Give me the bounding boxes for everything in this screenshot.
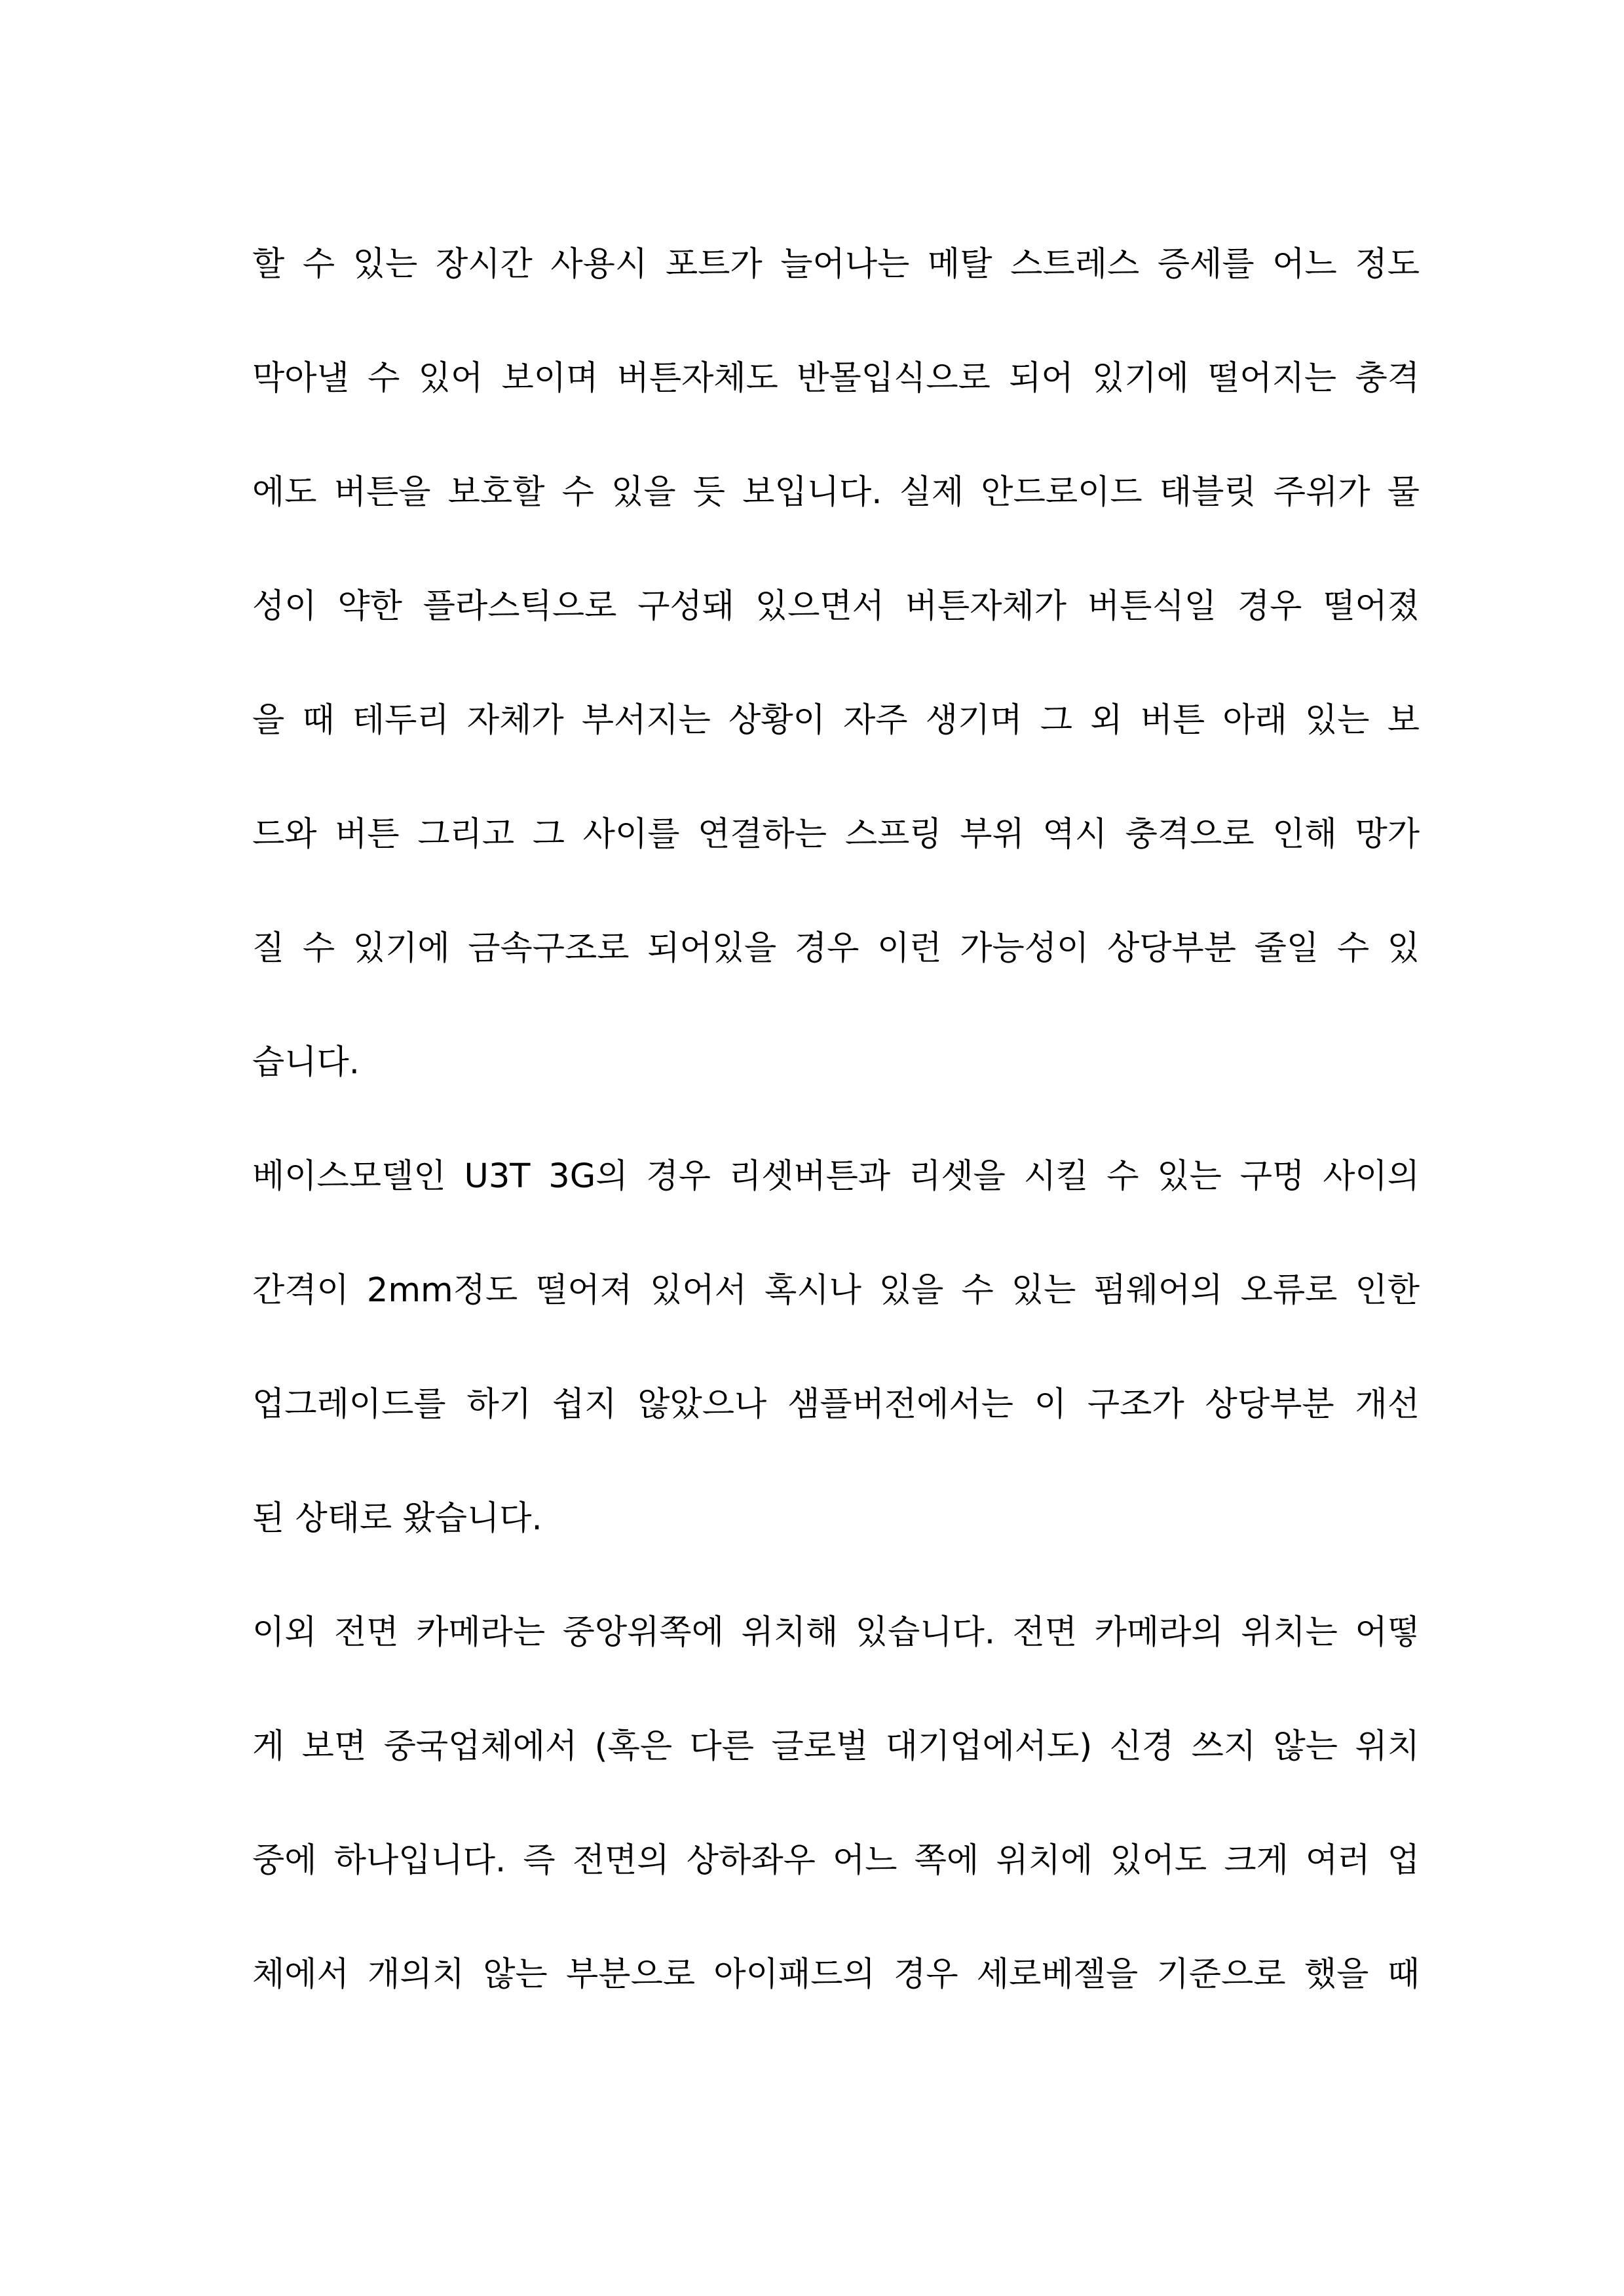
- text-line: 막아낼 수 있어 보이며 버튼자체도 반몰입식으로 되어 있기에 떨어지는 충격: [252, 359, 1420, 398]
- text-line: 체에서 개의치 않는 부분으로 아이패드의 경우 세로베젤을 기준으로 했을 때: [252, 1955, 1420, 1994]
- text-line: 중에 하나입니다. 즉 전면의 상하좌우 어느 쪽에 위치에 있어도 크게 여러 업: [252, 1841, 1420, 1880]
- text-line: 된 상태로 왔습니다.: [252, 1499, 542, 1538]
- text-line: 이외 전면 카메라는 중앙위쪽에 위치해 있습니다. 전면 카메라의 위치는 어떻: [252, 1613, 1420, 1652]
- text-line: 습니다.: [252, 1043, 360, 1082]
- text-line: 베이스모델인 U3T 3G의 경우 리셋버튼과 리셋을 시킬 수 있는 구멍 사이의: [252, 1157, 1420, 1196]
- text-line: 업그레이드를 하기 쉽지 않았으나 샘플버전에서는 이 구조가 상당부분 개선: [252, 1385, 1420, 1424]
- body-text: [252, 241, 1420, 2065]
- text-line: 을 때 테두리 자체가 부서지는 상황이 자주 생기며 그 외 버튼 아래 있는 보: [252, 701, 1420, 740]
- text-line: 할 수 있는 장시간 사용시 포트가 늘어나는 메탈 스트레스 증세를 어느 정도: [252, 245, 1420, 284]
- text-line: 간격이 2mm정도 떨어져 있어서 혹시나 있을 수 있는 펌웨어의 오류로 인한: [252, 1271, 1420, 1310]
- text-line: 에도 버튼을 보호할 수 있을 듯 보입니다. 실제 안드로이드 태블릿 주위가 물: [252, 473, 1420, 512]
- text-line: 질 수 있기에 금속구조로 되어있을 경우 이런 가능성이 상당부분 줄일 수 있: [252, 929, 1420, 968]
- text-line: 드와 버튼 그리고 그 사이를 연결하는 스프링 부위 역시 충격으로 인해 망가: [252, 815, 1420, 854]
- text-line: 게 보면 중국업체에서 (혹은 다른 글로벌 대기업에서도) 신경 쓰지 않는 위치: [252, 1727, 1420, 1766]
- text-line: 성이 약한 플라스틱으로 구성돼 있으면서 버튼자체가 버튼식일 경우 떨어졌: [252, 587, 1420, 626]
